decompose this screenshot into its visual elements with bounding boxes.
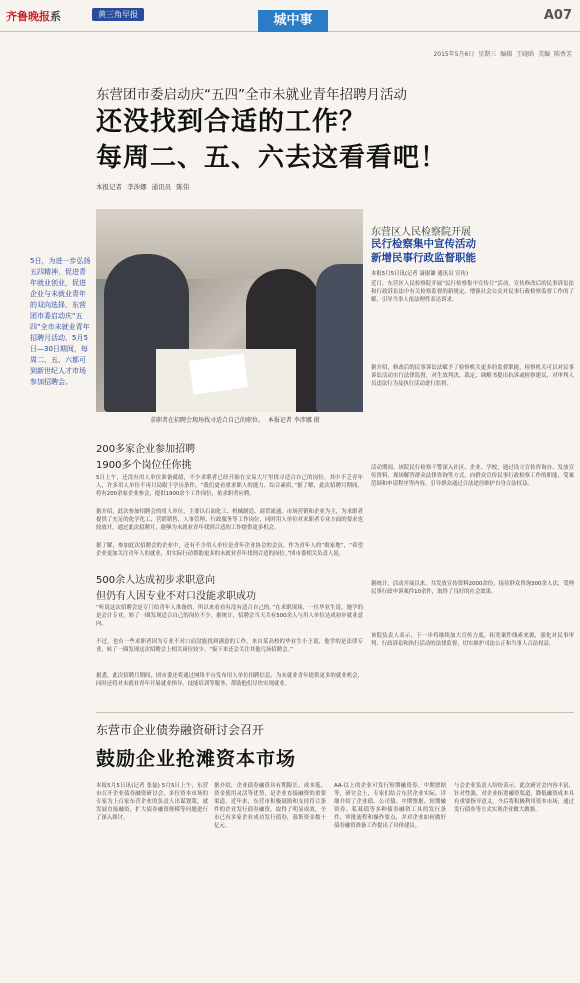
story1-headline [96, 104, 447, 176]
editor-credit: 编辑 王晓晗 [500, 51, 535, 58]
story1-headline-line2: 每周二、五、六去这看看吧！ [96, 143, 448, 173]
story2-headline-line1: 民行检察集中宣传活动 [371, 238, 476, 250]
story1-paragraph: 据了解，参加此次招聘会的企业中，还有不少用人单位是青年企业协会的会员，作为青年人的“娘家地”，“希望企业更加关注青年人的就业，用实际行动帮助更多的未就业青年找到合适的岗位。”团市委相关负责人说。 [96, 543, 363, 557]
story1-headline-line1: 还没找到合适的工作？ [96, 107, 367, 137]
story1-paragraph: 据悉，此次招聘月期间，团市委还将通过网络平台发布用人单位招聘信息，为未就业青年提供更多的就业机会，同时还将对未就业青年开展就业指导、技能培训等服务，帮助他们尽快实现就业。 [96, 673, 363, 687]
masthead [0, 0, 580, 32]
edition-tag: 黄三角早报 [92, 8, 144, 21]
story3-headline: 鼓励企业抢滩资本市场 [96, 748, 297, 770]
story1-paragraph: 不过，也有一些求职者因为专业不对口而没能找到满意的工作。来自某高校的毕业生小王说，他学的是法律专业，转了一圈发现这次招聘会上相关岗位较少。“接下来还会关注其他几场招聘会。” [96, 639, 363, 653]
story1-subhead4: 但仍有人因专业不对口没能求职成功 [96, 591, 256, 602]
story2-paragraph: 近日，东营区人民检察院开展“民行检察集中宣传月”活动，宣传修改后的民事诉讼法和行政诉讼法中有关检察监督的新规定，增强社会公众对民事行政检察监督工作的了解，引导当事人依法理性表达诉求。 [371, 281, 574, 303]
photo-caption: 求职者在招聘会现场找寻适合自己的职位。 本报记者 李涉娜 摄 [150, 417, 320, 424]
story1-paragraph: 5日上午，还没有用人单位准备就绪，不少求职者已经开始在交易大厅里找寻适合自己的岗位。其中不乏青年人，许多用人单位不再只局限于学历条件，“我们更看重求职人的能力，综合素质。”据了解，此次招聘月期间，将有200余家企业参会，提供1900余个工作岗位，依求职者应聘。 [96, 475, 363, 497]
story2-headline-line2: 新增民事行政监督职能 [371, 252, 476, 264]
story2-paragraph: 据统计，活动开展以来，共发放宣传资料2000余份，接待群众咨询300余人次，受理民事行政申诉案件10余件，取得了良好的社会效果。 [371, 581, 574, 595]
designer-credit: 美编 陈香芳 [538, 51, 572, 58]
job-fair-photo [96, 209, 363, 412]
story3-paragraph: 据介绍，企业债券融资具有期限长、成本低、资金使用灵活等优势，是企业直接融资的重要渠道。近年来，东营市积极鼓励和支持符合条件的企业发行债券融资，取得了明显成效，全市已有多家企业成功发行债券，募集资金数十亿元。 [214, 783, 326, 829]
dateline [433, 49, 572, 58]
story1-paragraph: “听说这次招聘会是专门给青年人准备的，所以来看看有没有适合自己的。”在求职现场，一位毕业生说，她学的是会计专业，转了一圈发现适合自己的岗位不少。据统计，招聘会当天共有500余人与用人单位达成初步就业意向。 [96, 605, 363, 627]
story3-paragraph: AA-以上的企业可发行短期融资券、中期票据等，研讨会上，专家们结合东营企业实际，详细介绍了企业债、公司债、中期票据、短期融资券、私募债等多种债券融资工具的发行条件、审批流程和操作要点，并对企业如何做好债券融资准备工作提出了具体建议。 [334, 783, 446, 829]
issue-weekday: 星期三 [478, 51, 497, 58]
story1-byline: 本报记者 李涉娜 通讯员 陈伟 [96, 183, 190, 191]
story1-subhead1: 200多家企业参加招聘 [96, 444, 196, 455]
story1-subhead3: 500余人达成初步求职意向 [96, 575, 216, 586]
story3-paragraph: 与会企业负责人纷纷表示，此次研讨会内容丰富、针对性强，对企业拓宽融资渠道、降低融资成本具有重要指导意义，今后将积极利用资本市场，通过发行债券等方式实现企业做大做强。 [454, 783, 574, 813]
story1-subhead2: 1900多个岗位任你挑 [96, 460, 192, 471]
story2-headline [371, 237, 476, 265]
paper-logo: 齐鲁晚报系 [6, 10, 61, 23]
story1-sidebar-quote: 5日，为进一步弘扬五四精神，促进青年就业创业，促进企业与未就业青年的双向选择，东营团市委启动庆“五四”全市未就业青年招聘月活动，5月5日—30日期间，每周二、五、六都可到新世纪人才市场参加招聘会。 [30, 257, 91, 386]
story2-paragraph: 据介绍，修改后的民事诉讼法赋予了检察机关更多的监督职能，检察机关可以对民事诉讼活动实行法律监督，对生效判决、裁定、调解书提出抗诉或检察建议，对审判人员违法行为及执行活动进行监督。 [371, 365, 574, 387]
section-divider [96, 712, 574, 713]
story2-byline: 本报5月5日讯(记者 聂谢谦 通讯员 宣传) [371, 271, 469, 277]
issue-date: 2015年5月6日 [433, 51, 475, 58]
story1-paragraph: 据介绍，此次参加招聘会的用人单位，主要以石油化工、机械制造、商贸流通、市场营销和企业为主，为求职者提供了充足的化学化工、营销销售、人事管理、行政服务等工作岗位，同时用人单位对求职者专业方面的要求也较放开，通过此次招聘月，能够为未就业青年找到合适的工作提供更多机会。 [96, 509, 363, 531]
story2-paragraph: 活动期间，该院民行检察干警深入社区、企业、学校，通过设立宣传咨询台、发放宣传资料、现场解答群众法律咨询等方式，向群众宣传民事行政检察工作的职能、受案范围和申请程序等内容，引导群众通过合法途径维护自身合法权益。 [371, 465, 574, 487]
story3-kicker: 东营市企业债券融资研讨会召开 [96, 723, 265, 737]
photo-person-shape [316, 264, 363, 412]
story1-kicker: 东营团市委启动庆“五四”全市未就业青年招聘月活动 [96, 87, 407, 103]
story2-kicker: 东营区人民检察院开展 [371, 227, 471, 238]
page-number: A07 [543, 8, 572, 23]
story2-paragraph: 该院负责人表示，下一步将继续加大宣传力度，拓宽案件线索来源，强化对民事审判、行政诉讼和执行活动的法律监督，切实维护司法公正和当事人合法权益。 [371, 633, 574, 647]
story3-paragraph: 本报5月5日讯(记者 张磊) 5月5日上午，东营市召开企业债券融资研讨会，多位资本市场的专家为上百家东营企业的负责人出谋划策，就发展直接融资、扩大债券融资规模等问题进行了深入探讨。 [96, 783, 208, 821]
section-title: 城中事 [258, 10, 328, 32]
